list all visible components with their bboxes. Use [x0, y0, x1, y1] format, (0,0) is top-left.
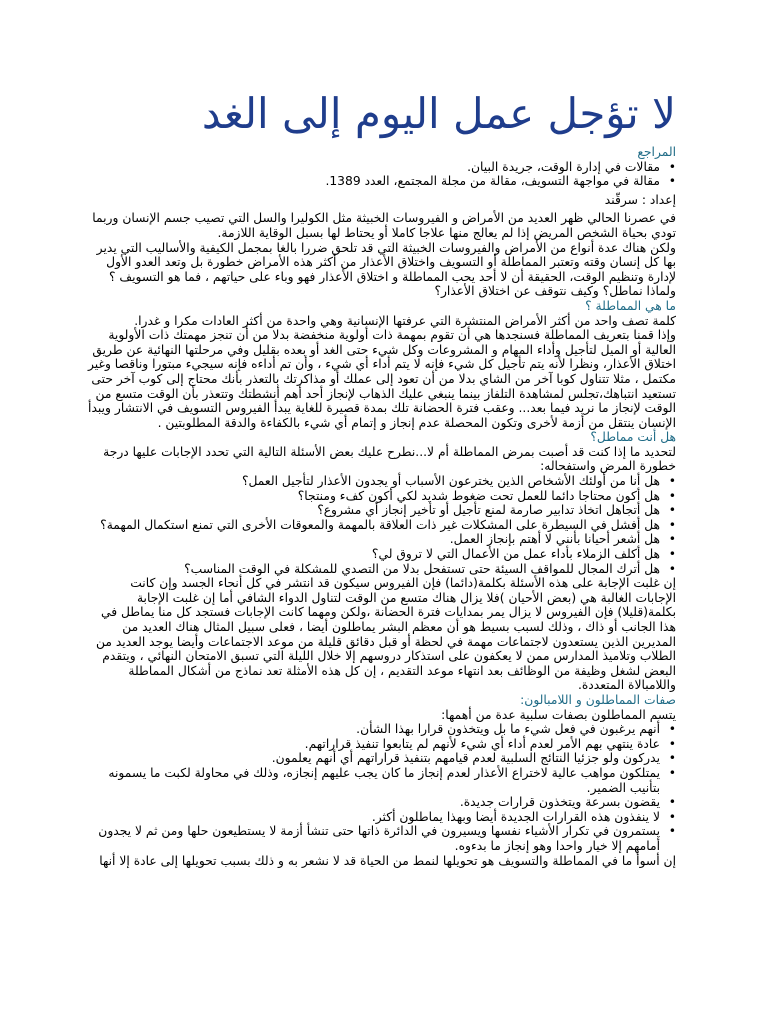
trait-item: • عادة ينتهي بهم الأمر لعدم أداء أي شيء لأنهم لم يتابعوا تنفيذ قراراتهم.	[86, 737, 660, 752]
document-body	[86, 145, 676, 868]
section-heading-are-you-procrastinator: هل أنت مماطل؟	[590, 430, 676, 445]
intro-paragraph: ولكن هناك عدة أنواع من الأمراض والفيروسات الخبيثة التي قد تلحق ضررا بالغا بمجمل الكيفية والأساليب التي يدير بها كل إنسان وقته وتعتبر المماطلة أو التسويف واختلاق الأعذار من أكثر هذه الأمراض خطورة بل وتعد العدو الأول لإدارة وتنظيم الوقت، الحقيقة أن لا أحد يحب المماطلة و اختلاق الأعذار فهو وباء على حياتهم ، فما هو التسويف ؟ ولماذا نماطل؟ وكيف نتوقف عن اختلاق الأعذار؟	[96, 240, 676, 299]
question-item: • هل أتجاهل اتخاذ تدابير صارمة لمنع تأجيل أو تأخير إنجاز أي مشروع؟	[86, 503, 660, 518]
questions-list	[86, 474, 676, 576]
section-heading-traits: صفات المماطلون و اللامبالون:	[520, 692, 676, 707]
trait-item: • يدركون ولو جزئيا النتائج السلبية لعدم قيامهم بتنفيذ قراراتهم أي أنهم يعلمون.	[86, 751, 660, 766]
section2-conclusion: إن غلبت الإجابة على هذه الأسئلة بكلمة(دائما) فإن الفيروس سيكون قد انتشر في كل أنحاء الجسد وإن كانت الإجابات الغالبة هي (بعض الأحيان )فلا يزال هناك متسع من الوقت لتناول الدواء الشافي أما إن غلبت الإجابة بكلمة(قليلا) فإن الفيروس لا يزال يمر بمدايات فترة الحضانة ،ولكن ومهما كانت الإجابات فستجد كل منا يماطل في هذا الجانب أو ذاك ، وذلك لسبب بسيط هو أن معظم البشر يماطلون أيضا ، فعلى سبيل المثال هناك العديد من المديرين الذين يستعدون لاجتماعات مهمة في لحظة أو قبل دقائق قليلة من موعد الاجتماعات وأيضا يوجد العديد من الطلاب وتلاميذ المدارس ممن لا يعكفون على استذكار دروسهم إلا خلال الليلة التي تسبق الامتحان النهائي ، ويتقدم البعض لشغل وظيفة من الوظائف بعد انتهاء موعد التقديم ، إن كل هذه الأمثلة تعد نماذج من أشكال المماطلة واللامبالاة المتعددة.	[95, 576, 676, 693]
reference-item: • مقالات في إدارة الوقت، جريدة البيان.	[86, 160, 660, 175]
author-line: إعداد : سرقّند	[604, 192, 676, 207]
intro-paragraph: في عصرنا الحالي ظهر العديد من الأمراض و الفيروسات الخبيثة مثل الكوليرا والسل التي تصيب جسم الإنسان وربما تودي بحياة الشخص المريض إذا لم يعالج منها علاجا كاملا أو يحتاط لها بسبل الوقاية اللازمة.	[92, 211, 676, 240]
section1-paragraph: كلمة تصف واحد من أكثر الأمراض المنتشرة التي عرفتها الإنسانية وهي واحدة من أكثر العادات مكرا و غدرا.	[134, 313, 676, 328]
section3-intro: يتسم المماطلون بصفات سلبية عدة من أهمها:	[441, 707, 676, 722]
trait-item: • يقضون بسرعة ويتخذون قرارات جديدة.	[86, 795, 660, 810]
closing-paragraph: إن أسوأ ما في المماطلة والتسويف هو تحويلها لنمط من الحياة قد لا نشعر به و ذلك بسبب تحويلها إلى عادة إلا أنها	[99, 853, 676, 868]
question-item: • هل أترك المجال للمواقف السيئة حتى تستفحل بدلا من التصدي للمشكلة في الوقت المناسب؟	[86, 562, 660, 577]
traits-list	[86, 722, 676, 853]
references-heading: المراجع	[637, 145, 676, 159]
question-item: • هل أكون محتاجا دائما للعمل تحت ضغوط شديد لكي أكون كفء ومنتجا؟	[86, 489, 660, 504]
trait-item: • لا ينفذون هذه القرارات الجديدة أيضا وبهذا يماطلون أكثر.	[86, 810, 660, 825]
references-list	[86, 160, 676, 189]
question-item: • هل أشعر أحيانا بأنني لا أهتم بإنجاز العمل.	[86, 532, 660, 547]
section-heading-what-is-procrastination: ما هي المماطلة ؟	[585, 298, 676, 313]
trait-item: • أنهم يرغبون في فعل شيء ما بل ويتخذون قرارا بهذا الشأن.	[86, 722, 660, 737]
section1-paragraph: وإذا قمنا بتعريف المماطلة فسنجدها هي أن تقوم بمهمة ذات أولوية منخفضة بدلا من أن تنجز مهمتك ذات الأولوية العالية أو الميل لتأجيل وأداء المهام و المشروعات وكل شيء حتى الغد أو بعده بقليل وفي مرحلتها النهائية عن طريق اختلاق الأعذار، ونظرا لأنه يتم تأجيل كل شيء فإنه لا يتم أداء أي شيء ، وأن تم أداءه فإنه سيجيء مبتورا وناقصا وغير مكتمل ، مثلا تتناول كوبا آخر من الشاي بدلا من أن تعود إلى عملك أو مذاكرتك بالتعذر بأنك محتاج إلى كوب آخر حتى تستعيد انتباهك،تجلس لمشاهدة التلفاز بينما ينبغي عليك الذهاب لإنجاز أحد أهم أنشطتك وتتعذر بأن الوقت متسع من الوقت لإنجاز ما نريد فيما بعد... وعقب فترة الحضانة تلك بمدة قصيرة للغاية يبدأ الفيروس التسويف في الانتشار ويبدأ الإنسان ينتقل من أزمة لأخرى وتكون المحصلة عدم إنجاز و إتمام أي شيء بالكفاءة والدقة المطلوبتين .	[88, 328, 676, 430]
section2-intro: لتحديد ما إذا كنت قد أصبت بمرض المماطلة أم لا...نطرح عليك بعض الأسئلة التالية التي تحدد الإجابات عليها درجة خطورة المرض واستفحاله:	[103, 444, 676, 474]
question-item: • هل أنا من أولئك الأشخاص الذين يخترعون الأسباب أو يجدون الأعذار لتأجيل العمل؟	[86, 474, 660, 489]
question-item: • هل أفشل في السيطرة على المشكلات غير ذات العلاقة بالمهمة والمعوقات الأخرى التي تمنع استكمال المهمة؟	[86, 518, 660, 533]
page-title: لا تؤجل عمل اليوم إلى الغد	[201, 89, 676, 138]
reference-item: • مقالة في مواجهة التسويف، مقالة من مجلة المجتمع، العدد 1389.	[86, 174, 660, 189]
trait-item: • يمتلكون مواهب عالية لاختراع الأعذار لعدم إنجاز ما كان يجب عليهم إنجازه، وذلك في محاولة لكبت ما يسمونه بتأنيب الضمير.	[86, 766, 660, 795]
question-item: • هل أكلف الزملاء بأداء عمل من الأعمال التي لا تروق لي؟	[86, 547, 660, 562]
trait-item: • يستمرون في تكرار الأشياء نفسها ويسيرون في الدائرة ذاتها حتى تنشأ أزمة لا يستطيعون حلها ومن ثم لا يجدون أمامهم إلا خيار واحدا وهو إنجاز ما بدءوه.	[86, 824, 660, 853]
